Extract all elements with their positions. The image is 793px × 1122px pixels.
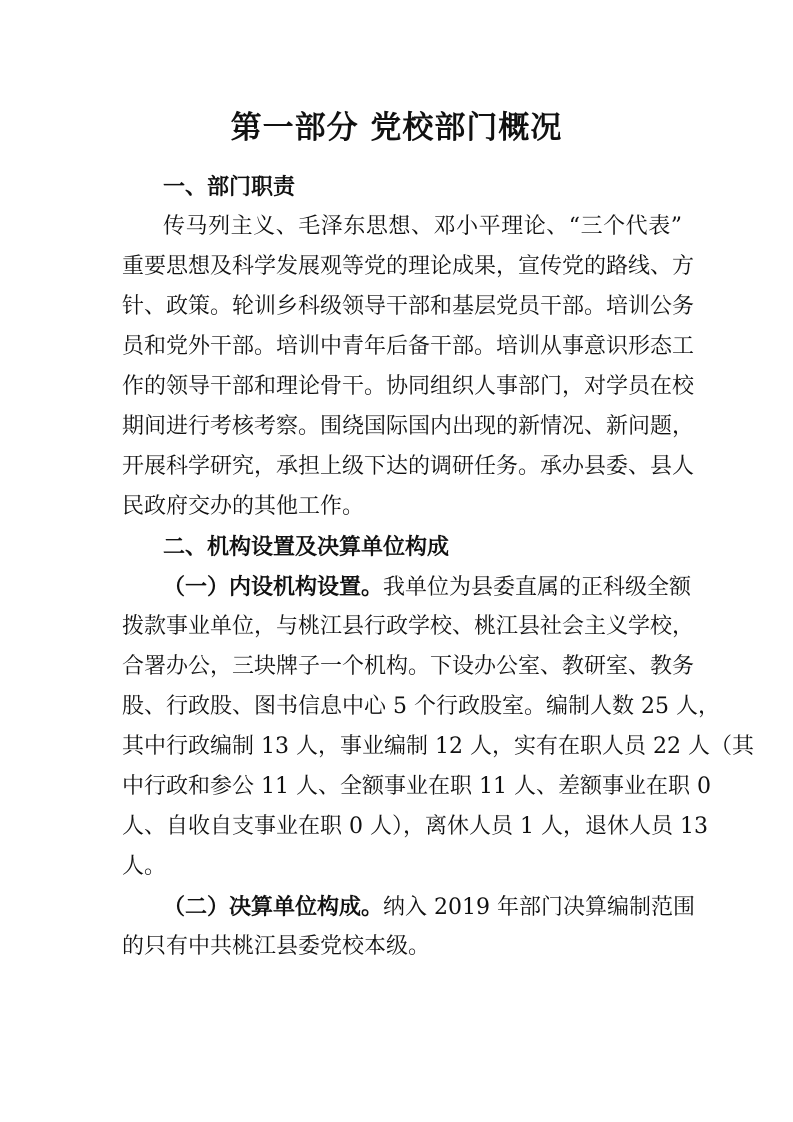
paragraph-line: 针、政策。轮训乡科级领导干部和基层党员干部。培训公务 xyxy=(122,294,695,319)
paragraph-line: 开展科学研究，承担上级下达的调研任务。承办县委、县人 xyxy=(122,454,695,479)
paragraph-line: 中行政和参公 11 人、全额事业在职 11 人、差额事业在职 0 xyxy=(122,774,711,799)
paragraph-line: 期间进行考核考察。围绕国际国内出现的新情况、新问题， xyxy=(122,414,695,439)
paragraph-line: 作的领导干部和理论骨干。协同组织人事部门，对学员在校 xyxy=(122,374,695,399)
paragraph-line: 重要思想及科学发展观等党的理论成果，宣传党的路线、方 xyxy=(122,254,695,279)
paragraph-line xyxy=(163,892,695,922)
paragraph-text: 我单位为县委直属的正科级全额 xyxy=(383,575,692,600)
section-heading-responsibilities: 一、部门职责 xyxy=(163,174,296,200)
paragraph-line: 民政府交办的其他工作。 xyxy=(122,494,365,519)
paragraph-text: 纳入 2019 年部门决算编制范围 xyxy=(383,895,695,920)
paragraph-line xyxy=(163,572,692,602)
paragraph-line: 员和党外干部。培训中青年后备干部。培训从事意识形态工 xyxy=(122,334,695,359)
paragraph-line: 人、自收自支事业在职 0 人），离休人员 1 人，退休人员 13 xyxy=(122,814,708,839)
paragraph-line: 合署办公，三块牌子一个机构。下设办公室、教研室、教务 xyxy=(122,654,695,679)
section-heading-organization: 二、机构设置及决算单位构成 xyxy=(163,534,450,560)
page-title: 第一部分 党校部门概况 xyxy=(230,110,563,146)
subsection-label-internal-structure: （一）内设机构设置。 xyxy=(163,574,384,600)
paragraph-line: 其中行政编制 13 人，事业编制 12 人，实有在职人员 22 人（其 xyxy=(122,734,754,759)
paragraph-line: 的只有中共桃江县委党校本级。 xyxy=(122,934,431,959)
paragraph-line: 人。 xyxy=(122,854,167,879)
paragraph-line: 传马列主义、毛泽东思想、邓小平理论、“三个代表” xyxy=(163,214,682,239)
paragraph-line: 股、行政股、图书信息中心 5 个行政股室。编制人数 25 人， xyxy=(122,694,720,719)
subsection-label-budget-units: （二）决算单位构成。 xyxy=(163,894,384,920)
paragraph-line: 拨款事业单位，与桃江县行政学校、桃江县社会主义学校， xyxy=(122,614,695,639)
